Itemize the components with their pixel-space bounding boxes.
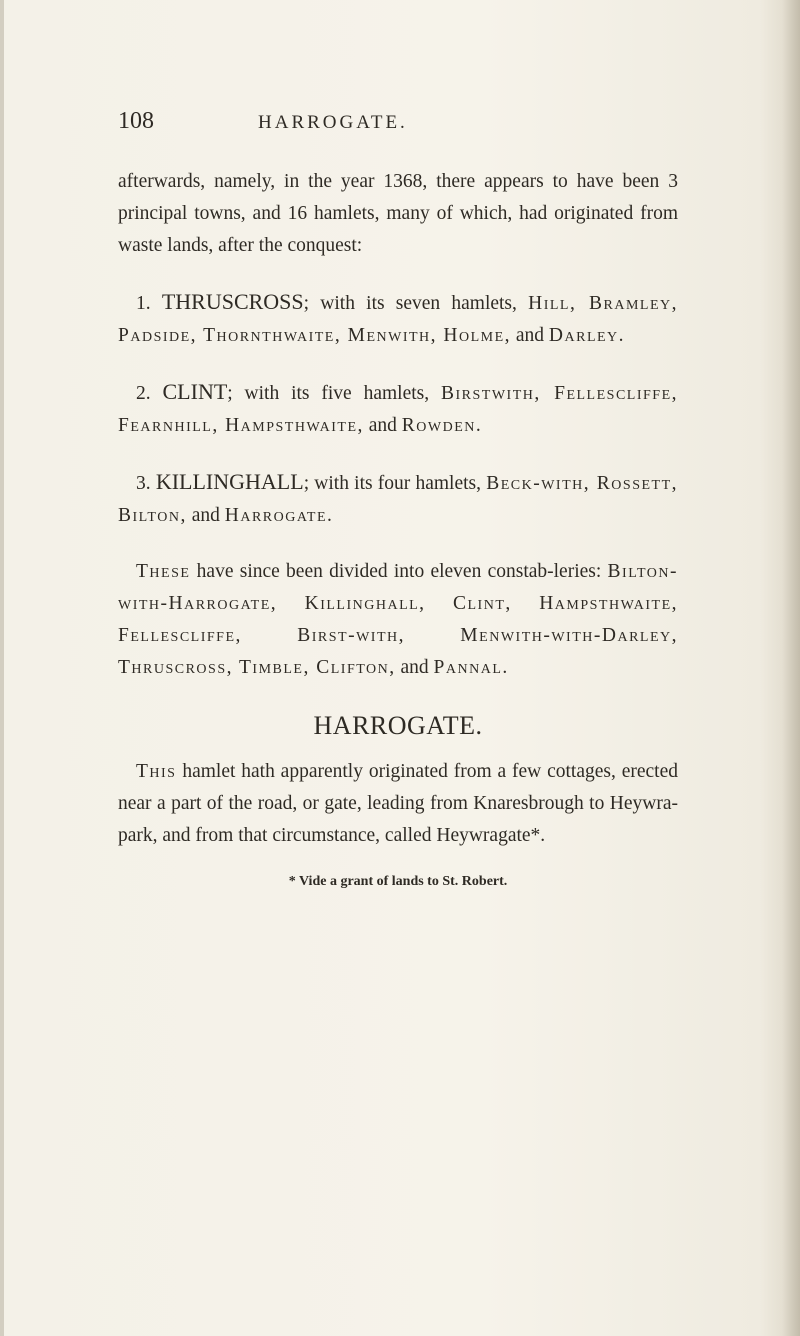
town-entry-1 bbox=[118, 286, 678, 352]
town-name: THRUSCROSS bbox=[161, 289, 304, 314]
town-name: KILLINGHALL bbox=[155, 469, 304, 494]
paragraph-lead: These bbox=[136, 561, 191, 582]
page-binding-shadow bbox=[782, 0, 800, 1336]
constableries-text: have since been divided into eleven constab-leries: bbox=[190, 561, 608, 582]
hamlet-last: Harrogate. bbox=[224, 505, 334, 526]
and-word: and bbox=[191, 505, 220, 526]
constablery-last: Pannal. bbox=[433, 657, 509, 678]
hamlet-last: Darley. bbox=[548, 325, 626, 346]
town-number: 3. bbox=[136, 473, 151, 494]
town-number: 1. bbox=[136, 293, 151, 314]
page-left-edge bbox=[0, 0, 4, 1336]
running-head: HARROGATE. bbox=[258, 112, 408, 133]
paragraph-lead: This bbox=[136, 761, 177, 782]
footnote: * Vide a grant of lands to St. Robert. bbox=[288, 874, 508, 889]
section-paragraph bbox=[118, 756, 678, 852]
hamlet-list: Hill, Bramley, Padside, Thornthwaite, Menwith, Holme, bbox=[118, 293, 679, 346]
town-description: ; with its four hamlets, bbox=[303, 473, 481, 494]
and-word: and bbox=[515, 325, 545, 346]
constableries-paragraph bbox=[118, 556, 678, 684]
and-word: and bbox=[395, 657, 434, 678]
intro-paragraph: afterwards, namely, in the year 1368, there appears to have been 3 principal towns, and 16 hamlets, many of which, had originated from waste lands, after the conquest: bbox=[118, 171, 678, 256]
town-entry-2 bbox=[118, 376, 678, 442]
hamlet-last: Rowden. bbox=[401, 415, 483, 436]
body-text bbox=[118, 166, 678, 898]
section-text: hamlet hath apparently originated from a few cottages, erected near a part of the road, or gate, leading from Knaresbrough to Heywra-park, and from that circumstance, called Heywragate*. bbox=[118, 761, 678, 846]
town-description: ; with its seven hamlets, bbox=[303, 293, 517, 314]
town-name: CLINT bbox=[162, 379, 228, 404]
hamlet-list: Birstwith, Fellescliffe, Fearnhill, Hampsthwaite, bbox=[118, 383, 679, 436]
page-header bbox=[118, 108, 678, 148]
town-entry-3 bbox=[118, 466, 678, 532]
town-number: 2. bbox=[136, 383, 151, 404]
hamlet-list: Beck-with, Rossett, Bilton, bbox=[118, 473, 679, 526]
page-number: 108 bbox=[118, 108, 154, 134]
constablery-list: Bilton-with-Harrogate, Killinghall, Clint, Hampsthwaite, Fellescliffe, Birst-with, Menwith-with-Darley, Thruscross, Timble, Clifton, bbox=[118, 561, 678, 678]
section-heading: HARROGATE. bbox=[313, 711, 483, 740]
and-word: and bbox=[368, 415, 397, 436]
town-description: ; with its five hamlets, bbox=[227, 383, 430, 404]
